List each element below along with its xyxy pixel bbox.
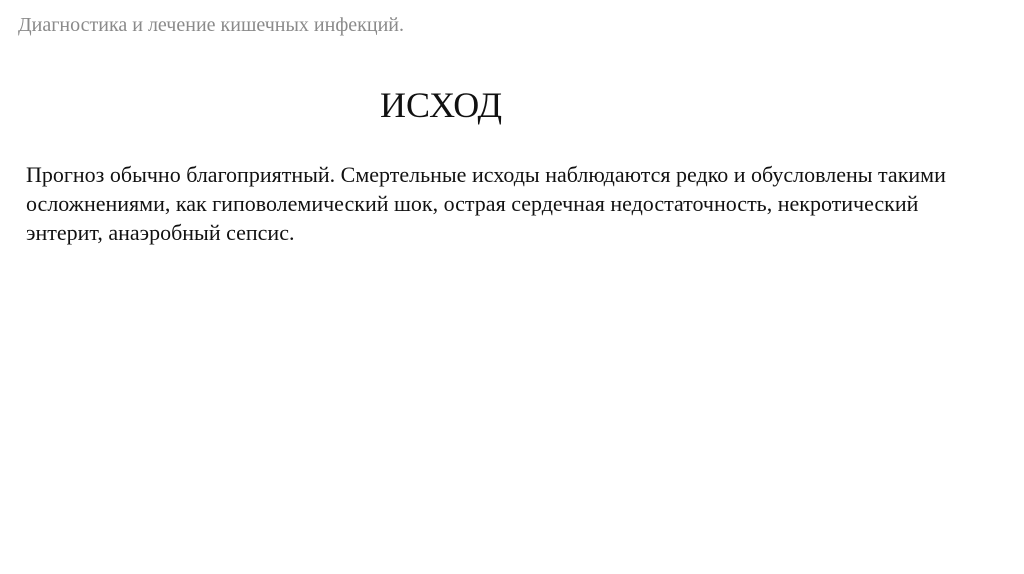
slide-title: ИСХОД xyxy=(380,85,503,125)
slide-body-text: Прогноз обычно благоприятный. Смертельные исходы наблюдаются редко и обусловлены такими осложнениями, как гиповолемический шок, острая сердечная недостаточность, некротический энтерит, анаэробный сепсис. xyxy=(26,162,946,245)
slide-header: Диагностика и лечение кишечных инфекций. xyxy=(18,14,404,36)
